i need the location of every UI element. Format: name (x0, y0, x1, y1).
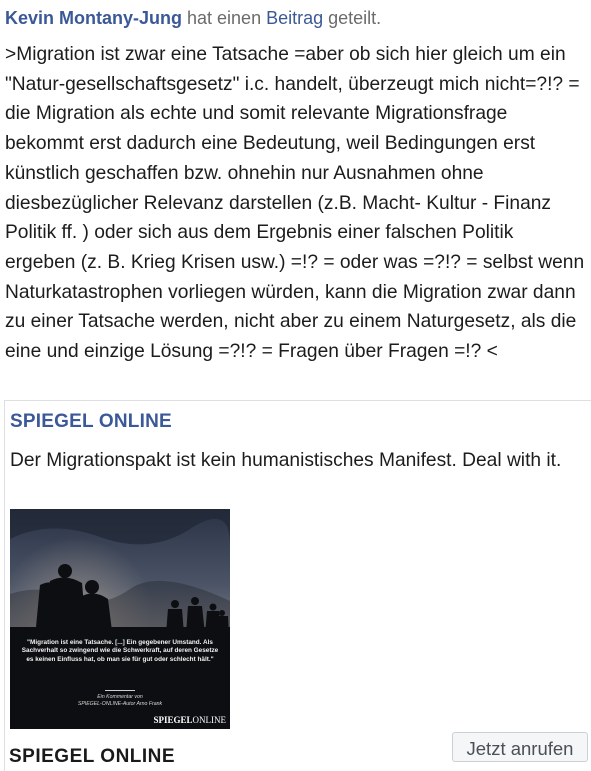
call-now-button[interactable]: Jetzt anrufen (452, 732, 588, 762)
spiegel-logo (153, 715, 226, 725)
card-source[interactable]: SPIEGEL ONLINE (10, 411, 172, 432)
image-quote: "Migration ist eine Tatsache. [...] Ein gegebener Umstand. Als Sachverhalt so zwingend wie die Schwerkraft, auf deren Gesetze es keinen Einfluss hat, ob man sie für gut oder schlecht hält." (21, 639, 219, 663)
byline-divider (105, 690, 135, 691)
next-card-source[interactable]: SPIEGEL ONLINE (9, 746, 176, 767)
byline-line-2: SPIEGEL-ONLINE-Autor Arno Frank (77, 701, 163, 707)
post-text: >Migration ist zwar eine Tatsache =aber ob sich hier gleich um ein "Natur-gesellschaftsgesetz" i.c. handelt, überzeugt mich nicht=?!? = die Migration als echte und somit relevante Migrationsfrage bekommt erst dadurch eine Bedeutung, weil Bedingungen erst künstlich geschaffen bzw. ohnehin nur Ausnahmen ohne diesbezüglicher Relevanz darstellen (z.B. Macht- Kultur - Finanz Politik ff. ) oder sich aus dem Ergebnis einer falschen Politik ergeben (z. B. Krieg Krisen usw.) =!? = oder was =?!? = selbst wenn Naturkatastrophen vorliegen würden, kann die Migration zwar dann zu einer Tatsache werden, nicht aber zu einem Naturgesetz, als die eine und einzige Lösung =?!? = Fragen über Fragen =!? < (5, 44, 590, 363)
post-link[interactable]: Beitrag (266, 8, 324, 28)
post-header (5, 6, 591, 30)
author-name[interactable]: Kevin Montany-Jung (5, 8, 183, 28)
header-verb-before: hat einen (182, 8, 267, 28)
byline-line-1: Ein Kommentar von (97, 694, 143, 700)
brand-bold: SPIEGEL (153, 715, 193, 725)
brand-light: ONLINE (192, 715, 226, 725)
card-title[interactable]: Der Migrationspakt ist kein humanistisches Manifest. Deal with it. (10, 450, 562, 471)
header-verb-after: geteilt. (323, 8, 382, 28)
image-byline (20, 694, 220, 708)
shared-link-card[interactable] (4, 400, 591, 771)
card-image[interactable] (10, 509, 230, 729)
